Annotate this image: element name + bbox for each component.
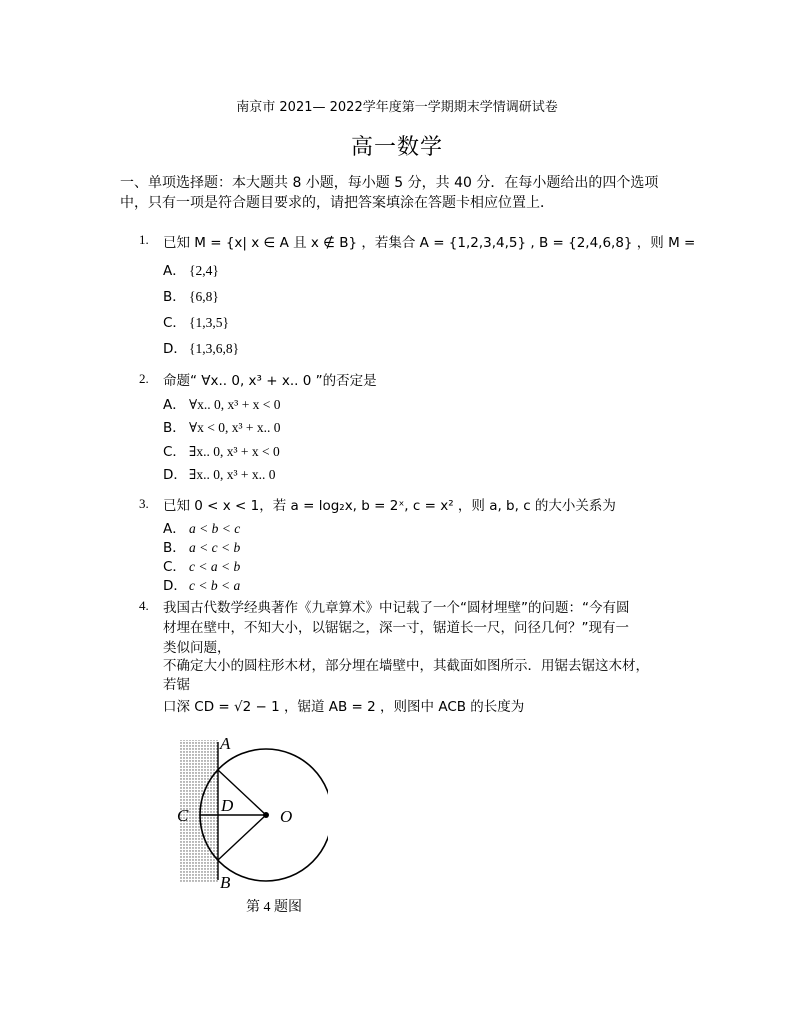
option-text: a < c < b <box>189 540 241 555</box>
circle-in-wall-figure <box>168 730 328 920</box>
question-line-2: 材埋在壁中，不知大小，以锯锯之，深一寸，锯道长一尺，问径几何？”现有一 <box>163 620 629 636</box>
option-b <box>163 285 219 305</box>
option-a <box>163 517 240 537</box>
option-label: C． <box>163 315 186 331</box>
question-line-5: 若锯 <box>163 677 190 693</box>
option-a <box>163 259 219 279</box>
option-a <box>163 393 281 413</box>
question-stem: 已知 0 < x < 1，若 a = log₂x, b = 2ˣ, c = x² ，则 a, b, c 的大小关系为 <box>163 498 616 514</box>
option-b <box>163 536 240 556</box>
question-stem: 命题“ ∀x.. 0, x³ + x.. 0 ”的否定是 <box>163 373 377 389</box>
option-text: ∃x.. 0, x³ + x.. 0 <box>189 467 276 482</box>
label-b: B <box>220 873 231 892</box>
option-text: {1,3,5} <box>189 315 229 330</box>
exam-title: 南京市 2021— 2022学年度第一学期期末学情调研试卷 <box>236 100 558 115</box>
option-text: c < b < a <box>189 578 241 593</box>
option-label: D． <box>163 578 187 594</box>
question-stem: 已知 M = {x| x ∈ A 且 x ∉ B} ，若集合 A = {1,2,3,4,5} , B = {2,4,6,8} ，则 M = <box>163 235 696 251</box>
figure-caption: 第 4 题图 <box>246 900 302 915</box>
radius-ob <box>218 815 266 860</box>
label-c: C <box>177 806 189 825</box>
option-label: B． <box>163 420 186 436</box>
option-text: c < a < b <box>189 559 241 574</box>
label-o: O <box>280 807 293 826</box>
section-instruction-line1: 一、单项选择题：本大题共 8 小题，每小题 5 分，共 40 分．在每小题给出的四个选项 <box>120 175 659 191</box>
option-text: ∃x.. 0, x³ + x < 0 <box>189 444 280 459</box>
option-c <box>163 311 229 331</box>
option-label: B． <box>163 289 186 305</box>
question-line-3: 类似问题， <box>163 640 231 656</box>
subject-title: 高一数学 <box>350 135 443 160</box>
label-a: A <box>220 734 231 753</box>
question-line-4: 不确定大小的圆柱形木材，部分埋在墙壁中，其截面如图所示．用锯去锯这木材， <box>163 658 649 674</box>
option-text: ∀x < 0, x³ + x.. 0 <box>189 420 281 435</box>
question-number: 3. <box>139 496 149 511</box>
option-text: {6,8} <box>189 289 219 304</box>
option-text: {1,3,6,8} <box>189 341 240 356</box>
option-b <box>163 416 281 436</box>
option-text: {2,4} <box>189 263 219 278</box>
question-number: 1. <box>139 232 149 247</box>
option-label: B． <box>163 540 186 556</box>
option-label: A． <box>163 521 186 537</box>
option-label: D． <box>163 467 187 483</box>
question-number: 2. <box>139 371 149 386</box>
option-label: A． <box>163 263 186 279</box>
option-label: D． <box>163 341 187 357</box>
option-c <box>163 555 240 575</box>
option-c <box>163 440 280 460</box>
option-d <box>163 337 239 357</box>
question-line-1: 我国古代数学经典著作《九章算术》中记载了一个“圆材埋壁”的问题：“今有圆 <box>163 600 630 616</box>
option-text: ∀x.. 0, x³ + x < 0 <box>189 397 281 412</box>
label-d: D <box>221 796 234 815</box>
option-d <box>163 463 275 483</box>
option-d <box>163 574 240 594</box>
section-instruction-line2: 中，只有一项是符合题目要求的，请把答案填涂在答题卡相应位置上． <box>120 195 554 211</box>
question-number: 4. <box>139 598 149 613</box>
option-label: C． <box>163 444 186 460</box>
question-line-6: 口深 CD = √2 − 1 ，锯道 AB = 2 ，则图中 ACB 的长度为 <box>163 699 525 715</box>
center-point <box>263 812 269 818</box>
option-label: C． <box>163 559 186 575</box>
option-text: a < b < c <box>189 521 241 536</box>
option-label: A． <box>163 397 186 413</box>
